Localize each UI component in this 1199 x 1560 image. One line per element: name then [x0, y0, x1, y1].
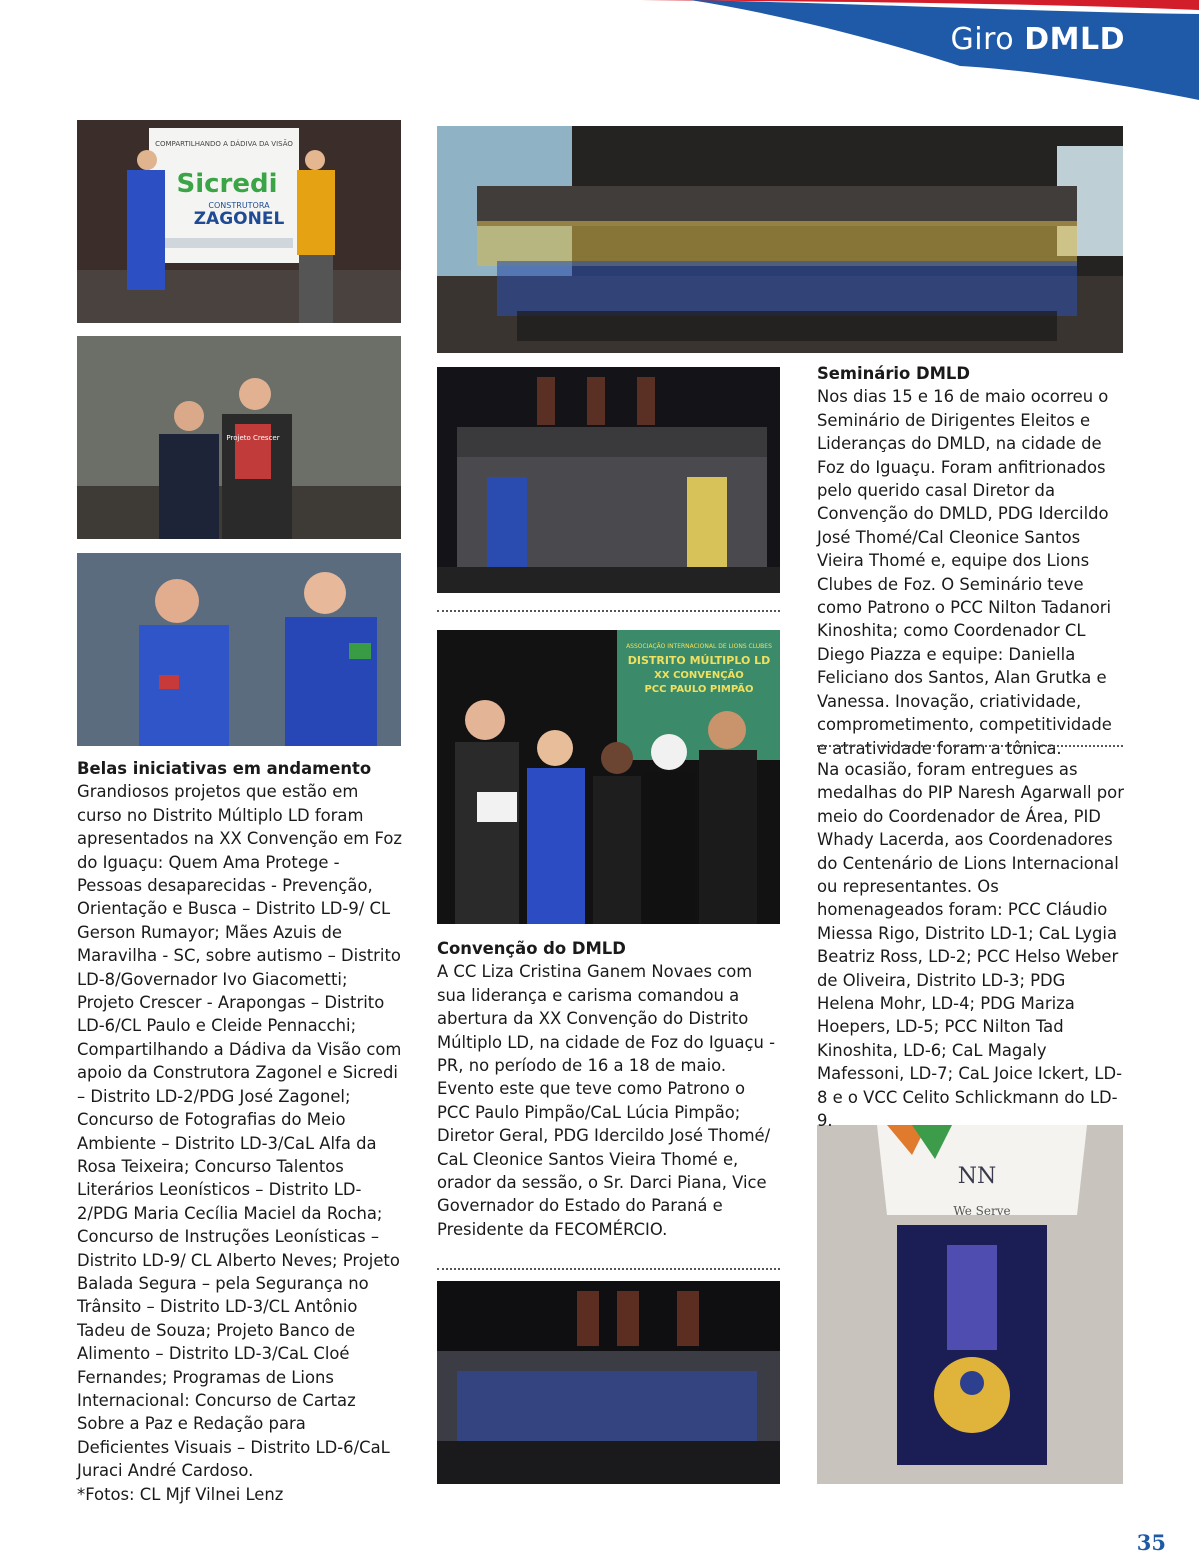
- zagonel-logo-top: CONSTRUTORA: [208, 201, 270, 210]
- photo-medal: [817, 1125, 1123, 1484]
- box-monogram: NN: [957, 1164, 997, 1189]
- article-title: Convenção do DMLD: [437, 939, 626, 958]
- banner-line2: DISTRITO MÚLTIPLO LD: [627, 654, 771, 667]
- page-header: [0, 0, 1199, 100]
- photo-stage-group: [437, 1281, 780, 1484]
- page-number: 35: [1136, 1530, 1166, 1555]
- article-body: Nos dias 15 e 16 de maio ocorreu o Seminário de Dirigentes Eleitos e Lideranças do DMLD, na cidade de Foz do Iguaçu. Foram anfitrionados pelo querido casal Diretor da Convenção do DMLD, PDG Idercildo José Thomé/Cal Cleonice Santos Vieira Thomé e, equipe dos Lions Clubes de Foz. O Seminário teve como Patrono o PCC Nilton Tadanori Kinoshita; como Coordenador CL Diego Piazza e equipe: Daniella Feliciano dos Santos, Alan Grutka e Vanessa. Inovação, criatividade, comprometimento, competitividade e atratividade foram a tônica.: [817, 387, 1112, 758]
- photo-convention-group: [437, 367, 780, 593]
- section-title: Giro DMLD: [950, 22, 1125, 57]
- photo-credit: *Fotos: CL Mjf Vilnei Lenz: [77, 1484, 284, 1504]
- article-seminario: [817, 362, 1125, 760]
- banner-top-text: COMPARTILHANDO A DÁDIVA DA VISÃO: [155, 140, 293, 148]
- divider-right: [817, 745, 1123, 747]
- article-body: Na ocasião, foram entregues as medalhas do PIP Naresh Agarwall por meio do Coordenador de Área, PID Whady Lacerda, aos Coordenadores do Centenário de Lions Internacional ou representantes. Os homenageados foram: PCC Cláudio Miessa Rigo, Distrito LD-1; CaL Lygia Beatriz Ross, LD-2; PCC Helso Weber de Oliveira, Distrito LD-3; PDG Helena Mohr, LD-4; PDG Mariza Hoepers, LD-5; PCC Nilton Tad Kinoshita, LD-6; CaL Magaly Mafessoni, LD-7; CaL Joice Ickert, LD-8 e o VCC Celito Schlickmann do LD-9.: [817, 760, 1124, 1131]
- book-title: Projeto Crescer: [226, 434, 280, 442]
- article-medalhas: [817, 758, 1125, 1133]
- photo-sponsor-banner: [77, 120, 401, 323]
- banner-line1: ASSOCIAÇÃO INTERNACIONAL DE LIONS CLUBES: [626, 643, 772, 650]
- divider-middle-2: [437, 1268, 780, 1270]
- photo-seminar-group: [437, 126, 1123, 353]
- box-motto: We Serve: [953, 1204, 1011, 1218]
- divider-middle-1: [437, 610, 780, 612]
- banner-line4: PCC PAULO PIMPÃO: [644, 684, 754, 695]
- banner-line3: XX CONVENÇÃO: [654, 670, 744, 681]
- sicredi-logo: Sicredi: [176, 169, 278, 199]
- zagonel-logo: ZAGONEL: [193, 209, 285, 229]
- article-title: Seminário DMLD: [817, 364, 970, 383]
- photo-projeto-crescer: [77, 336, 401, 539]
- photo-pin-ceremony: [77, 553, 401, 746]
- article-convencao: [437, 937, 782, 1241]
- article-title: Belas iniciativas em andamento: [77, 759, 372, 778]
- article-body: Grandiosos projetos que estão em curso no Distrito Múltiplo LD foram apresentados na XX Convenção em Foz do Iguaçu: Quem Ama Protege - Pessoas desaparecidas - Prevenção, Orientação e Busca – Distrito LD-9/ CL Gerson Rumayor; Mães Azuis de Maravilha - SC, sobre autismo – Distrito LD-8/Governador Ivo Giacometti; Projeto Crescer - Arapongas – Distrito LD-6/CL Paulo e Cleide Pennacchi; Compartilhando a Dádiva da Visão com apoio da Construtora Zagonel e Sicredi – Distrito LD-2/PDG José Zagonel; Concurso de Fotografias do Meio Ambiente – Distrito LD-3/CaL Alfa da Rosa Teixeira; Concurso Talentos Literários Leonísticos – Distrito LD-2/PDG Maria Cecília Maciel da Rocha; Concurso de Instruções Leonísticas – Distrito LD-9/ CL Alberto Neves; Projeto Balada Segura – pela Segurança no Trânsito – Distrito LD-3/CL Antônio Tadeu de Souza; Projeto Banco de Alimento – Distrito LD-3/CaL Cloé Fernandes; Programas de Lions Internacional: Concurso de Cartaz Sobre a Paz e Redação para Deficientes Visuais – Distrito LD-6/CaL Juraci André Cardoso.: [77, 782, 402, 1481]
- article-belas-iniciativas: [77, 757, 403, 1506]
- article-body: A CC Liza Cristina Ganem Novaes com sua liderança e carisma comandou a abertura da XX Convenção do Distrito Múltiplo LD, na cidade de Foz do Iguaçu - PR, no período de 16 a 18 de maio. Evento este que teve como Patrono o PCC Paulo Pimpão/CaL Lúcia Pimpão; Diretor Geral, PDG Idercildo José Thomé/ CaL Cleonice Santos Vieira Thomé e, orador da sessão, o Sr. Darci Piana, Vice Governador do Estado do Paraná e Presidente da FECOMÉRCIO.: [437, 962, 776, 1239]
- photo-convention-opening: [437, 630, 780, 924]
